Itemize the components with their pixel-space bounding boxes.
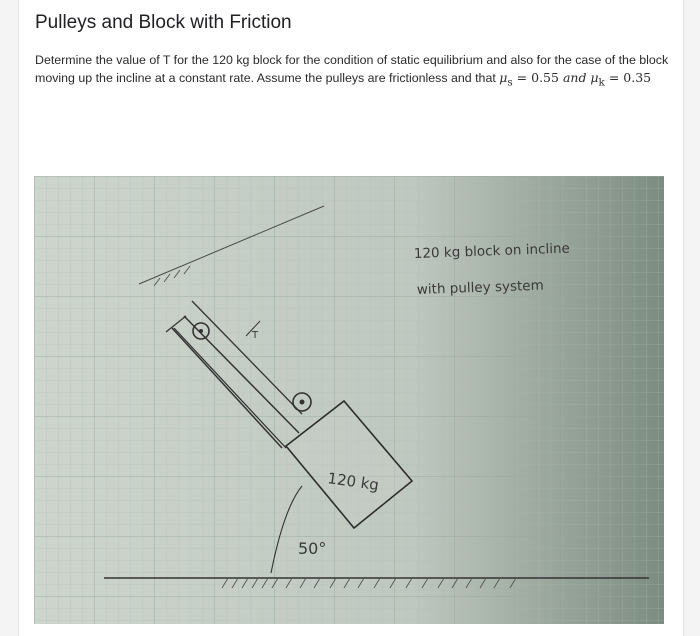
problem-description xyxy=(35,51,675,92)
angle-label: 50° xyxy=(298,539,327,558)
description-line-1: Determine the value of T for the 120 kg block for the condition of static equilibrium and also for the case of the block xyxy=(35,53,669,67)
figure-photo xyxy=(34,176,664,624)
and-word: and xyxy=(558,70,591,85)
figure-note-line-1: 120 kg block on incline xyxy=(413,240,571,262)
problem-title: Pulleys and Block with Friction xyxy=(35,12,292,33)
description-line-2: moving up the incline at a constant rate. Assume the pulleys are frictionless and that xyxy=(35,71,500,85)
tension-label: T xyxy=(252,330,259,341)
problem-card xyxy=(18,0,684,636)
mu-s-expression: $\mu_s = 0.55$ and $\mu_k = 0.35$ xyxy=(499,70,652,89)
block-label: 120 kg xyxy=(326,469,381,495)
figure-note-line-2: with pulley system xyxy=(416,277,545,298)
